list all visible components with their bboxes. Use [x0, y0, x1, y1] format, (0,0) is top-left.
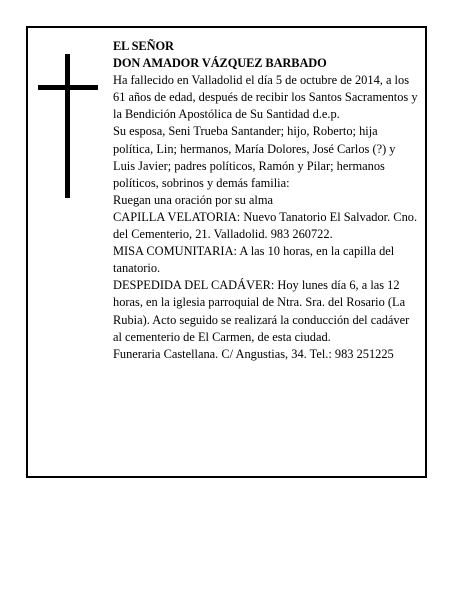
funeral-home: Funeraria Castellana. C/ Angustias, 34. Tel.: 983 251225: [113, 346, 394, 361]
death-announcement: Ha fallecido en Valladolid el día 5 de octubre de 2014, a los 61 años de edad, después de recibir los Santos Sacramentos y la Bendición Apostólica de Su Santidad d.e.p.: [113, 73, 418, 122]
cross-horizontal-bar: [38, 85, 98, 90]
family-list: Su esposa, Seni Trueba Santander; hijo, Roberto; hija política, Lin; hermanos, María Dolores, José Carlos (?) y Luis Javier; padres políticos, Ramón y Pilar; hermanos políticos, sobrinos y demás familia:: [113, 124, 396, 190]
obituary-text: [113, 38, 419, 363]
farewell-info: DESPEDIDA DEL CADÁVER: Hoy lunes día 6, a las 12 horas, en la iglesia parroquial de Ntra. Sra. del Rosario (La Rubia). Acto seguido se realizará la conducción del cadáver al cementerio de El Carmen, de esta ciudad.: [113, 278, 410, 344]
cross-vertical-bar: [65, 54, 70, 198]
wake-location: CAPILLA VELATORIA: Nuevo Tanatorio El Salvador. Cno. del Cementerio, 21. Valladolid. 983 260722.: [113, 209, 418, 242]
notice-title: EL SEÑOR: [113, 39, 174, 53]
mass-info: MISA COMUNITARIA: A las 10 horas, en la capilla del tanatorio.: [113, 244, 395, 276]
prayer-request: Ruegan una oración por su alma: [113, 192, 273, 207]
deceased-name: DON AMADOR VÁZQUEZ BARBADO: [113, 56, 327, 71]
cross-icon: [38, 54, 98, 198]
